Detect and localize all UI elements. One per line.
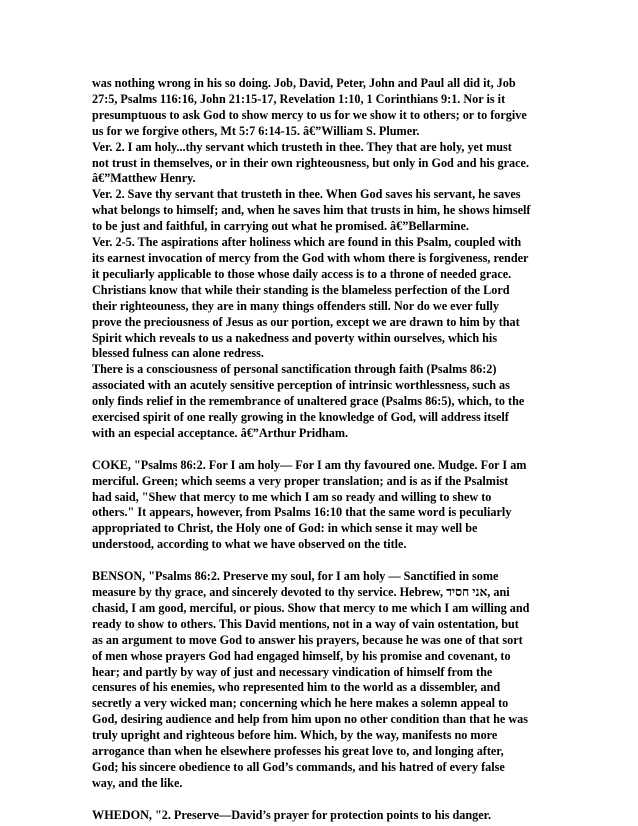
paragraph-gap (92, 792, 554, 808)
paragraph-bellarmine: Ver. 2. Save thy servant that trusteth in thee. When God saves his servant, he saves what belongs to himself; and, when he saves him that trusts in him, he shows himself to be just and faithful, in carrying out what he promised. â€”Bellarmine. (92, 187, 531, 234)
paragraph-pridham: There is a consciousness of personal sanctification through faith (Psalms 86:2) associated with an acutely sensitive perception of intrinsic worthlessness, such as only finds relief in the remembrance of unaltered grace (Psalms 86:5), which, to the exercised spirit of one really growing in the knowledge of God, will address itself with an especial acceptance. â€”Arthur Pridham. (92, 362, 525, 440)
paragraph-benson: BENSON, "Psalms 86:2. Preserve my soul, for I am holy — Sanctified in some measure by thy grace, and sincerely devoted to thy service. Hebrew, אני חסיד, ani chasid, I am good, merciful, or pious. Show that mercy to me which I am willing and ready to show to others. This David mentions, not in a way of vain ostentation, but as an argument to move God to answer his prayers, because he was one of that sort of men whose prayers God had engaged himself, by his promise and covenant, to hear; and partly by way of just and necessary vindication of himself from the censures of his enemies, who represented him to the world as a dissembler, and secretly a very wicked man; concerning which he here makes a solemn appeal to God, desiring audience and help from him upon no other condition than that he was truly upright and righteous before him. Which, by the way, manifests no more arrogance than when he elsewhere professes his great love to, and longing after, God; his sincere obedience to all God’s commands, and his hatred of every false way, and the like. (92, 569, 530, 790)
paragraph-henry: Ver. 2. I am holy...thy servant which trusteth in thee. They that are holy, yet must not trust in themselves, or in their own righteousness, but only in God and his grace. â€”Matthew Henry. (92, 139, 529, 186)
paragraph-gap (92, 553, 554, 569)
paragraph-gap (92, 442, 554, 458)
document-page (92, 76, 554, 824)
paragraph-aspirations: Ver. 2-5. The aspirations after holiness which are found in this Psalm, coupled with its earnest invocation of mercy from the God with whom there is forgiveness, render it peculiarly applicable to those whose daily access is to a throne of needed grace. Christians know that while their standing is the blameless perfection of the Lord their righteouness, they are in many things offenders still. Nor do we ever fully prove the preciousness of Jesus as our portion, except we are drawn to him by that Spirit which reveals to us a nakedness and poverty within ourselves, which his blessed fulness can alone redress. (92, 235, 529, 361)
paragraph-coke: COKE, "Psalms 86:2. For I am holy— For I am thy favoured one. Mudge. For I am merciful. Green; which seems a very proper translation; and is as if the Psalmist had said, "Shew that mercy to me which I am so ready and willing to shew to others." It appears, however, from Psalms 16:10 that the same word is peculiarly appropriated to Christ, the Holy one of God: in which sense it may well be understood, according to what we have observed on the title. (92, 457, 527, 552)
paragraph-plumer: was nothing wrong in his so doing. Job, David, Peter, John and Paul all did it, Job 27:5, Psalms 116:16, John 21:15-17, Revelation 1:10, 1 Corinthians 9:1. Nor is it presumptuous to ask God to show mercy to us for we show it to others; or to forgive us for we forgive others, Mt 5:7 6:14-15. â€”William S. Plumer. (92, 76, 527, 138)
paragraph-whedon: WHEDON, "2. Preserve—David’s prayer for protection points to his danger. (92, 807, 492, 822)
